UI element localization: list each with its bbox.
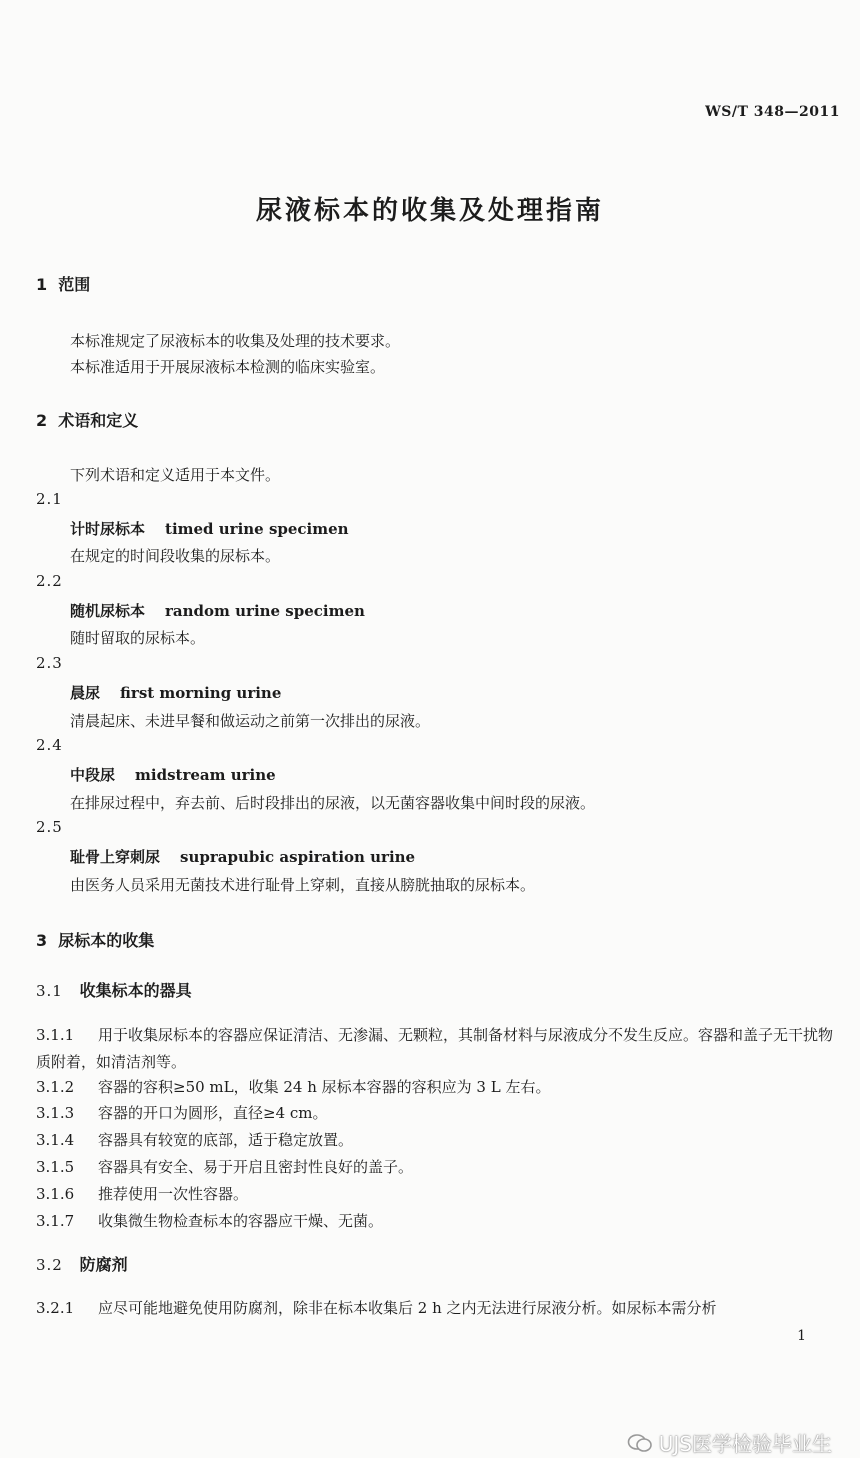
term-chinese: 晨尿: [70, 684, 101, 702]
section-title: 范围: [58, 275, 91, 294]
page-number: 1: [797, 1328, 806, 1344]
clause-text: 容器具有较宽的底部，适于稳定放置。: [98, 1131, 354, 1149]
clause-number: 3.1.1: [36, 1026, 75, 1044]
term-definition: 随时留取的尿标本。: [70, 629, 206, 647]
clause-number: 3.1.3: [36, 1104, 75, 1122]
clause-number: 3.2.1: [36, 1299, 75, 1317]
clause-text: 应尽可能地避免使用防腐剂，除非在标本收集后 2 h 之内无法进行尿液分析。如尿标本需分析: [98, 1299, 717, 1317]
term-definition: 由医务人员采用无菌技术进行耻骨上穿刺，直接从膀胱抽取的尿标本。: [70, 876, 536, 894]
term-english: timed urine specimen: [165, 520, 349, 538]
clause-text: 容器具有安全、易于开启且密封性良好的盖子。: [98, 1158, 414, 1176]
term-number: 2.1: [36, 490, 63, 508]
subsection-title: 防腐剂: [79, 1255, 128, 1274]
standard-code: WS/T 348—2011: [705, 104, 840, 120]
clause-text: 用于收集尿标本的容器应保证清洁、无渗漏、无颗粒，其制备材料与尿液成分不发生反应。容器和盖子无干扰物质附着，如清洁剂等。: [36, 1026, 834, 1071]
subsection-3-1-heading: [36, 978, 192, 1001]
term-english: random urine specimen: [165, 602, 365, 620]
term-definition: 在排尿过程中，弃去前、后时段排出的尿液，以无菌容器收集中间时段的尿液。: [70, 794, 596, 812]
clause-3-1-6: [36, 1183, 248, 1204]
section-2-heading: [36, 408, 138, 431]
clause-3-1-1: [36, 1022, 836, 1076]
clause-text: 容器的开口为圆形，直径≥4 cm。: [98, 1104, 328, 1122]
term-english: midstream urine: [135, 766, 276, 784]
subsection-number: 3.1: [36, 982, 63, 1000]
section-title: 尿标本的收集: [58, 931, 155, 950]
term-number: 2.3: [36, 654, 63, 672]
clause-number: 3.1.7: [36, 1212, 75, 1230]
term-number: 2.2: [36, 572, 63, 590]
section-3-heading: [36, 928, 154, 951]
term-heading: [70, 600, 365, 621]
subsection-title: 收集标本的器具: [79, 981, 192, 1000]
clause-3-1-3: [36, 1102, 328, 1123]
clause-3-1-5: [36, 1156, 413, 1177]
clause-number: 3.1.6: [36, 1185, 75, 1203]
clause-number: 3.1.5: [36, 1158, 75, 1176]
watermark: [627, 1428, 832, 1457]
term-english: first morning urine: [120, 684, 282, 702]
clause-3-1-2: [36, 1076, 550, 1097]
section-title: 术语和定义: [58, 411, 139, 430]
term-chinese: 耻骨上穿刺尿: [70, 848, 161, 866]
clause-text: 收集微生物检查标本的容器应干燥、无菌。: [98, 1212, 384, 1230]
clause-text: 容器的容积≥50 mL，收集 24 h 尿标本容器的容积应为 3 L 左右。: [98, 1078, 551, 1096]
paragraph: 本标准规定了尿液标本的收集及处理的技术要求。: [70, 332, 401, 350]
section-number: 3: [36, 931, 48, 950]
term-chinese: 中段尿: [70, 766, 116, 784]
term-definition: 清晨起床、未进早餐和做运动之前第一次排出的尿液。: [70, 712, 431, 730]
section-number: 2: [36, 411, 48, 430]
clause-3-1-4: [36, 1129, 353, 1150]
term-english: suprapubic aspiration urine: [180, 848, 416, 866]
section-number: 1: [36, 275, 48, 294]
clause-3-2-1: [36, 1297, 717, 1318]
term-number: 2.5: [36, 818, 63, 836]
term-heading: [70, 682, 281, 703]
subsection-number: 3.2: [36, 1256, 63, 1274]
wechat-icon: [627, 1433, 653, 1453]
term-heading: [70, 764, 276, 785]
document-title: 尿液标本的收集及处理指南: [255, 196, 604, 226]
watermark-text: UJS医学检验毕业生: [658, 1432, 832, 1456]
section-1-heading: [36, 272, 90, 295]
term-chinese: 随机尿标本: [70, 602, 146, 620]
term-number: 2.4: [36, 736, 63, 754]
term-heading: [70, 846, 415, 867]
clause-text: 推荐使用一次性容器。: [98, 1185, 249, 1203]
clause-number: 3.1.4: [36, 1131, 75, 1149]
term-chinese: 计时尿标本: [70, 520, 146, 538]
term-heading: [70, 518, 349, 539]
clause-number: 3.1.2: [36, 1078, 75, 1096]
subsection-3-2-heading: [36, 1252, 128, 1275]
paragraph: 下列术语和定义适用于本文件。: [70, 466, 281, 484]
term-definition: 在规定的时间段收集的尿标本。: [70, 547, 281, 565]
clause-3-1-7: [36, 1210, 383, 1231]
paragraph: 本标准适用于开展尿液标本检测的临床实验室。: [70, 358, 386, 376]
